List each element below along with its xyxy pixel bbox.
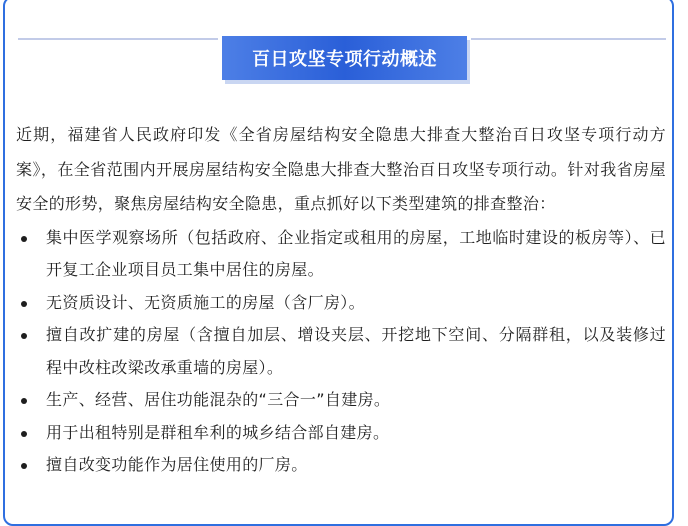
list-item bbox=[16, 417, 666, 450]
title-banner bbox=[222, 36, 467, 80]
list-item bbox=[16, 222, 666, 287]
bullet-icon bbox=[21, 431, 27, 437]
list-item-text: 无资质设计、无资质施工的房屋（含厂房）。 bbox=[46, 292, 366, 312]
building-type-list bbox=[16, 222, 666, 482]
list-item-text: 用于出租特别是群租牟利的城乡结合部自建房。 bbox=[46, 422, 390, 442]
list-item bbox=[16, 319, 666, 384]
list-item bbox=[16, 449, 666, 482]
list-item bbox=[16, 384, 666, 417]
list-item-text: 擅自改扩建的房屋（含擅自加层、增设夹层、开挖地下空间、分隔群租，以及装修过程中改柱改梁改承重墙的房屋）。 bbox=[46, 325, 666, 377]
bullet-icon bbox=[21, 236, 27, 242]
article-body bbox=[16, 118, 666, 482]
intro-paragraph: 近期，福建省人民政府印发《全省房屋结构安全隐患大排查大整治百日攻坚专项行动方案》，在全省范围内开展房屋结构安全隐患大排查大整治百日攻坚专项行动。针对我省房屋安全的形势，聚焦房屋结构安全隐患，重点抓好以下类型建筑的排查整治： bbox=[16, 125, 666, 213]
list-item-text: 生产、经营、居住功能混杂的“三合一”自建房。 bbox=[46, 390, 391, 409]
page-title: 百日攻坚专项行动概述 bbox=[222, 36, 467, 80]
list-item-text: 擅自改变功能作为居住使用的厂房。 bbox=[46, 455, 308, 474]
list-item-text: 集中医学观察场所（包括政府、企业指定或租用的房屋，工地临时建设的板房等）、已开复工企业项目员工集中居住的房屋。 bbox=[46, 227, 666, 279]
bullet-icon bbox=[21, 398, 27, 404]
bullet-icon bbox=[21, 301, 27, 307]
right-divider-line bbox=[471, 38, 666, 40]
left-divider-line bbox=[18, 38, 218, 40]
bullet-icon bbox=[21, 463, 27, 469]
bullet-icon bbox=[21, 333, 27, 339]
list-item bbox=[16, 287, 666, 320]
